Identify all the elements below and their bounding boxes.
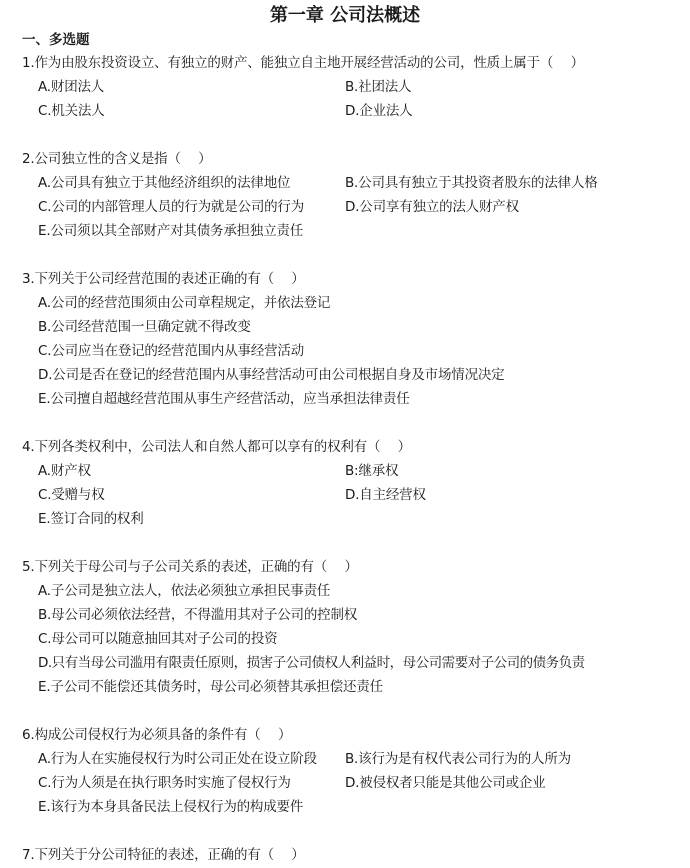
q2-option-e: E.公司须以其全部财产对其债务承担独立责任 xyxy=(38,223,304,239)
question-4: 4.下列各类权利中，公司法人和自然人都可以享有的权利有（ ） xyxy=(22,439,411,455)
question-3: 3.下列关于公司经营范围的表述正确的有（ ） xyxy=(22,271,305,287)
q3-option-b: B.公司经营范围一旦确定就不得改变 xyxy=(38,319,251,335)
q4-option-c: C.受赠与权 xyxy=(38,487,105,503)
q3-option-a: A.公司的经营范围须由公司章程规定，并依法登记 xyxy=(38,295,331,311)
q4-option-e: E.签订合同的权利 xyxy=(38,511,144,527)
q2-option-a: A.公司具有独立于其他经济组织的法律地位 xyxy=(38,175,291,191)
q2-option-d: D.公司享有独立的法人财产权 xyxy=(345,199,519,215)
q1-option-d: D.企业法人 xyxy=(345,103,413,119)
q3-option-c: C.公司应当在登记的经营范围内从事经营活动 xyxy=(38,343,305,359)
q3-option-d: D.公司是否在登记的经营范围内从事经营活动可由公司根据自身及市场情况决定 xyxy=(38,367,505,383)
q6-option-b: B.该行为是有权代表公司行为的人所为 xyxy=(345,751,571,767)
q5-option-d: D.只有当母公司滥用有限责任原则，损害子公司债权人利益时，母公司需要对子公司的债务负责 xyxy=(38,655,585,671)
q6-option-c: C.行为人须是在执行职务时实施了侵权行为 xyxy=(38,775,291,791)
question-5: 5.下列关于母公司与子公司关系的表述，正确的有（ ） xyxy=(22,559,358,575)
q1-option-c: C.机关法人 xyxy=(38,103,105,119)
q4-option-b: B:继承权 xyxy=(345,463,399,479)
q5-option-c: C.母公司可以随意抽回其对子公司的投资 xyxy=(38,631,278,647)
q4-option-a: A.财产权 xyxy=(38,463,91,479)
q6-option-a: A.行为人在实施侵权行为时公司正处在设立阶段 xyxy=(38,751,317,767)
question-2: 2.公司独立性的含义是指（ ） xyxy=(22,151,212,167)
q2-option-c: C.公司的内部管理人员的行为就是公司的行为 xyxy=(38,199,305,215)
q6-option-e: E.该行为本身具备民法上侵权行为的构成要件 xyxy=(38,799,304,815)
q1-option-a: A.财团法人 xyxy=(38,79,105,95)
q2-option-b: B.公司具有独立于其投资者股东的法律人格 xyxy=(345,175,598,191)
question-1: 1.作为由股东投资设立、有独立的财产、能独立自主地开展经营活动的公司，性质上属于（ ） xyxy=(22,55,584,71)
q4-option-d: D.自主经营权 xyxy=(345,487,426,503)
q1-option-b: B.社团法人 xyxy=(345,79,412,95)
q3-option-e: E.公司擅自超越经营范围从事生产经营活动，应当承担法律责任 xyxy=(38,391,410,407)
q5-option-b: B.母公司必须依法经营，不得滥用其对子公司的控制权 xyxy=(38,607,358,623)
q5-option-a: A.子公司是独立法人，依法必须独立承担民事责任 xyxy=(38,583,331,599)
question-7: 7.下列关于分公司特征的表述，正确的有（ ） xyxy=(22,847,305,863)
chapter-title: 第一章 公司法概述 xyxy=(269,5,421,26)
question-6: 6.构成公司侵权行为必须具备的条件有（ ） xyxy=(22,727,292,743)
q6-option-d: D.被侵权者只能是其他公司或企业 xyxy=(345,775,546,791)
section-heading: 一、多选题 xyxy=(22,32,90,48)
q5-option-e: E.子公司不能偿还其债务时，母公司必须替其承担偿还责任 xyxy=(38,679,383,695)
